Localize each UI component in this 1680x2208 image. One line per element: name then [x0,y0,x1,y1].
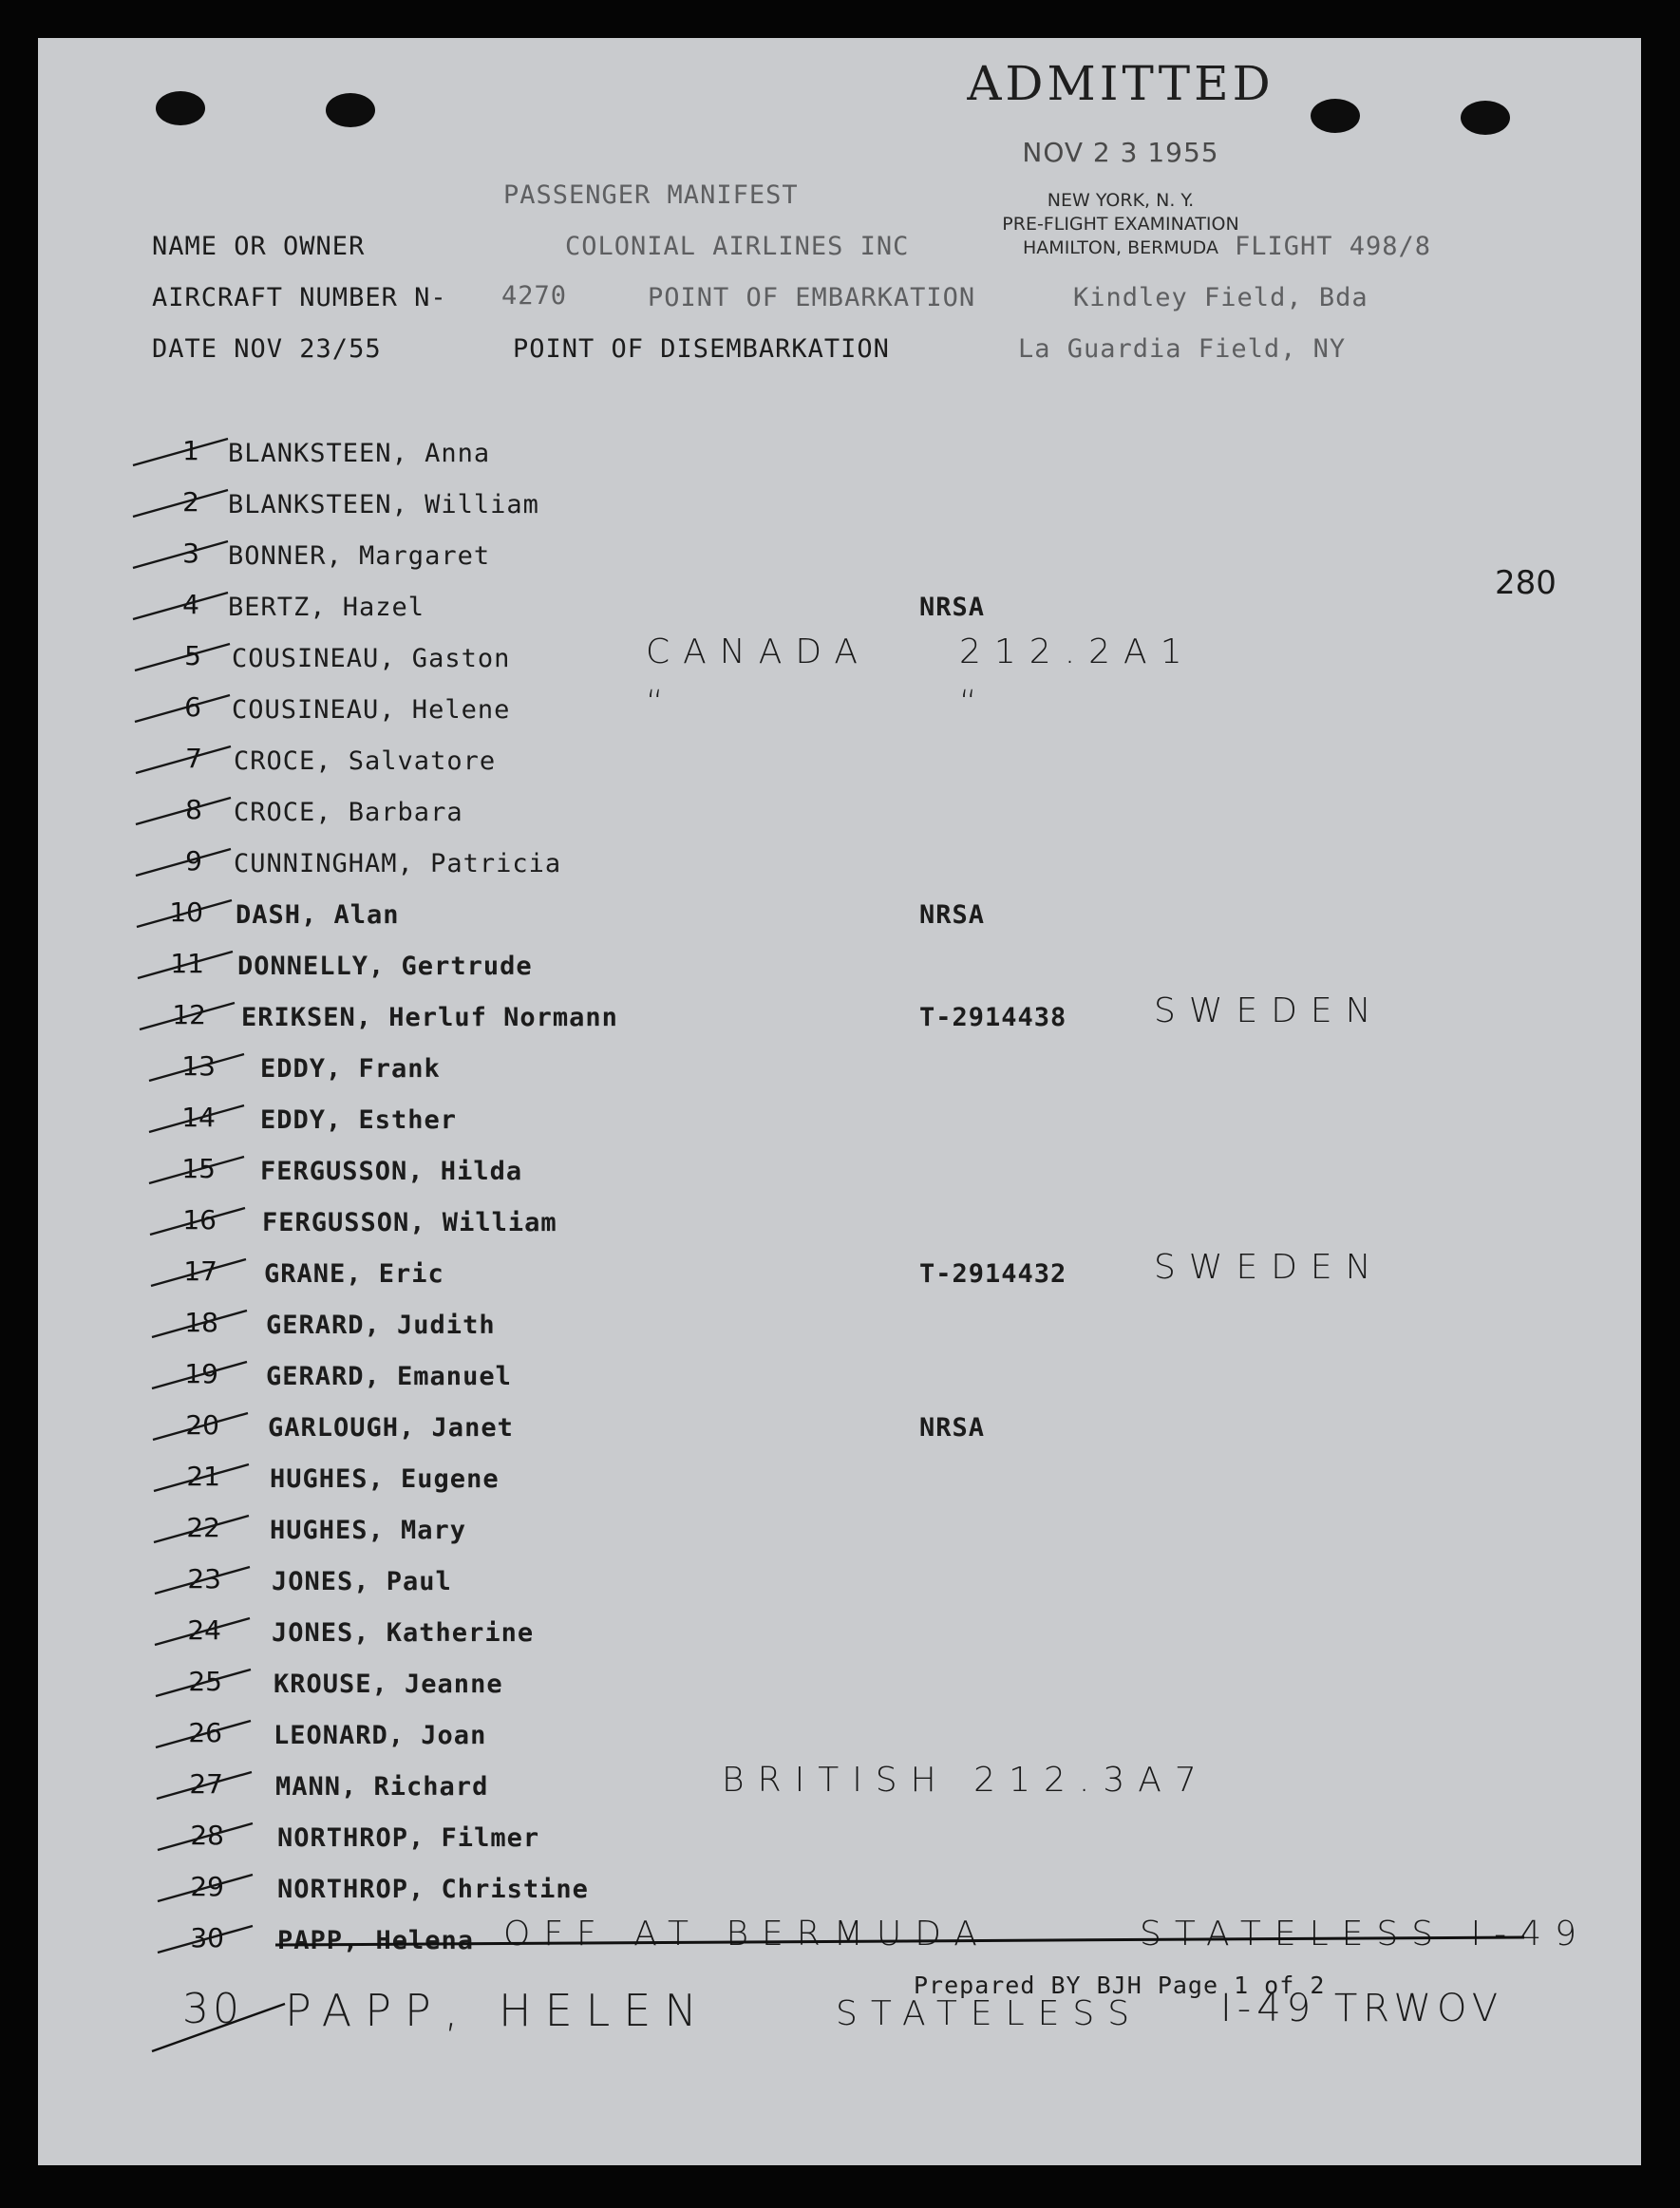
passenger-name: DASH, Alan [236,900,400,930]
passenger-name: ERIKSEN, Herluf Normann [241,1003,618,1032]
page-number: 280 [1495,564,1557,602]
punch-hole [1461,101,1510,135]
embark-value: Kindley Field, Bda [1073,283,1369,312]
passenger-number: 15 [181,1153,216,1184]
passenger-name: KROUSE, Jeanne [274,1670,503,1699]
passenger-number: 1 [182,435,199,466]
manifest-title: PASSENGER MANIFEST [503,180,799,210]
handwritten-annotation: “ [959,684,991,723]
passenger-name: LEONARD, Joan [274,1721,487,1750]
passenger-name: PAPP, Helena [277,1926,475,1955]
passenger-number: 25 [188,1666,222,1697]
aircraft-label: AIRCRAFT NUMBER N- [152,283,447,312]
handwritten-annotation: OFF AT BERMUDA [503,1915,991,1953]
passenger-name: GERARD, Emanuel [266,1362,512,1391]
passenger-number: 4 [182,589,199,620]
passenger-number: 29 [190,1871,224,1902]
handwritten-status: STATELESS [836,1994,1143,2033]
owner-value: COLONIAL AIRLINES INC [565,232,910,261]
passenger-name: EDDY, Frank [260,1054,441,1084]
stamp-line1: NEW YORK, N. Y. [1047,190,1195,211]
passenger-number: 26 [188,1717,222,1748]
passenger-number: 8 [185,794,202,825]
passenger-name: NORTHROP, Christine [277,1875,589,1904]
handwritten-annotation: “ [646,684,677,723]
passenger-number: 5 [184,640,201,671]
passenger-name: BLANKSTEEN, William [228,490,539,519]
disembark-value: La Guardia Field, NY [1018,334,1347,364]
stamp-admitted: ADMITTED [967,56,1274,111]
passenger-number: 24 [187,1614,221,1646]
passenger-number: 23 [187,1563,221,1595]
passenger-number: 10 [169,896,203,928]
passenger-name: MANN, Richard [275,1772,489,1802]
flight-no: FLIGHT 498/8 [1235,232,1432,261]
passenger-number: 18 [184,1307,218,1338]
stamp-line3: HAMILTON, BERMUDA [1023,237,1218,258]
handwritten-annotation: BRITISH 212.3A7 [722,1761,1210,1800]
handwritten-annotation: SWEDEN [1154,991,1385,1030]
passenger-number: 13 [181,1050,216,1082]
passenger-number: 16 [182,1204,217,1236]
owner-label: NAME OR OWNER [152,232,366,261]
handwritten-number: 30 [182,1985,243,2033]
passenger-name: CROCE, Salvatore [234,746,497,776]
passenger-name: FERGUSSON, Hilda [260,1157,523,1186]
passenger-name: NORTHROP, Filmer [277,1823,540,1853]
disembark-label: POINT OF DISEMBARKATION [513,334,890,364]
passenger-number: 22 [186,1512,220,1543]
passenger-number: 14 [181,1102,216,1133]
passenger-status-note: NRSA [919,900,986,930]
passenger-name: GERARD, Judith [266,1311,496,1340]
passenger-number: 21 [186,1461,220,1492]
passenger-status-note: NRSA [919,593,986,622]
passenger-name: COUSINEAU, Gaston [232,644,511,673]
passenger-name: JONES, Paul [272,1567,452,1596]
handwritten-name: PAPP, HELEN [285,1985,710,2036]
date-label: DATE NOV 23/55 [152,334,382,364]
passenger-status-note: NRSA [919,1413,986,1443]
passenger-number: 27 [189,1768,223,1800]
passenger-name: HUGHES, Eugene [270,1464,500,1494]
passenger-name: BERTZ, Hazel [228,593,425,622]
passenger-number: 7 [185,743,202,774]
passenger-name: HUGHES, Mary [270,1516,467,1545]
passenger-number: 11 [170,948,204,979]
passenger-name: EDDY, Esther [260,1105,458,1135]
prepared-by: Prepared BY BJH Page 1 of 2 [914,1972,1326,1999]
aircraft-value: 4270 [501,281,568,311]
stamp-line2: PRE-FLIGHT EXAMINATION [1002,214,1239,235]
embark-label: POINT OF EMBARKATION [648,283,976,312]
passenger-number: 3 [182,538,199,569]
handwritten-annotation: STATELESS I-49 [1140,1915,1590,1953]
passenger-name: CUNNINGHAM, Patricia [234,849,562,878]
punch-hole [156,91,205,125]
passenger-name: JONES, Katherine [272,1618,535,1648]
punch-hole [326,93,375,127]
handwritten-annotation: SWEDEN [1154,1248,1385,1287]
passenger-name: DONNELLY, Gertrude [237,952,533,981]
passenger-name: BLANKSTEEN, Anna [228,439,491,468]
passenger-number: 30 [190,1922,224,1953]
passenger-name: GRANE, Eric [264,1259,444,1289]
passenger-name: BONNER, Margaret [228,541,491,571]
passenger-status-note: T-2914438 [919,1003,1067,1032]
passenger-number: 2 [182,486,199,518]
passenger-name: FERGUSSON, William [262,1208,557,1237]
punch-hole [1311,99,1360,133]
handwritten-annotation: CANADA [646,632,872,671]
admitted-stamp [931,55,1311,112]
stamp-date: NOV 2 3 1955 [1022,137,1219,168]
passenger-number: 17 [183,1255,217,1287]
handwritten-annotation: 212.2A1 [959,632,1196,671]
passenger-name: CROCE, Barbara [234,798,463,827]
passenger-number: 28 [190,1820,224,1851]
passenger-name: COUSINEAU, Helene [232,695,511,725]
handwritten-code: I-49 TRWOV [1220,1987,1504,2030]
passenger-number: 20 [185,1409,219,1441]
passenger-number: 9 [185,845,202,877]
passenger-status-note: T-2914432 [919,1259,1067,1289]
passenger-name: GARLOUGH, Janet [268,1413,514,1443]
passenger-number: 12 [172,999,206,1030]
passenger-number: 6 [184,691,201,723]
passenger-number: 19 [184,1358,218,1389]
